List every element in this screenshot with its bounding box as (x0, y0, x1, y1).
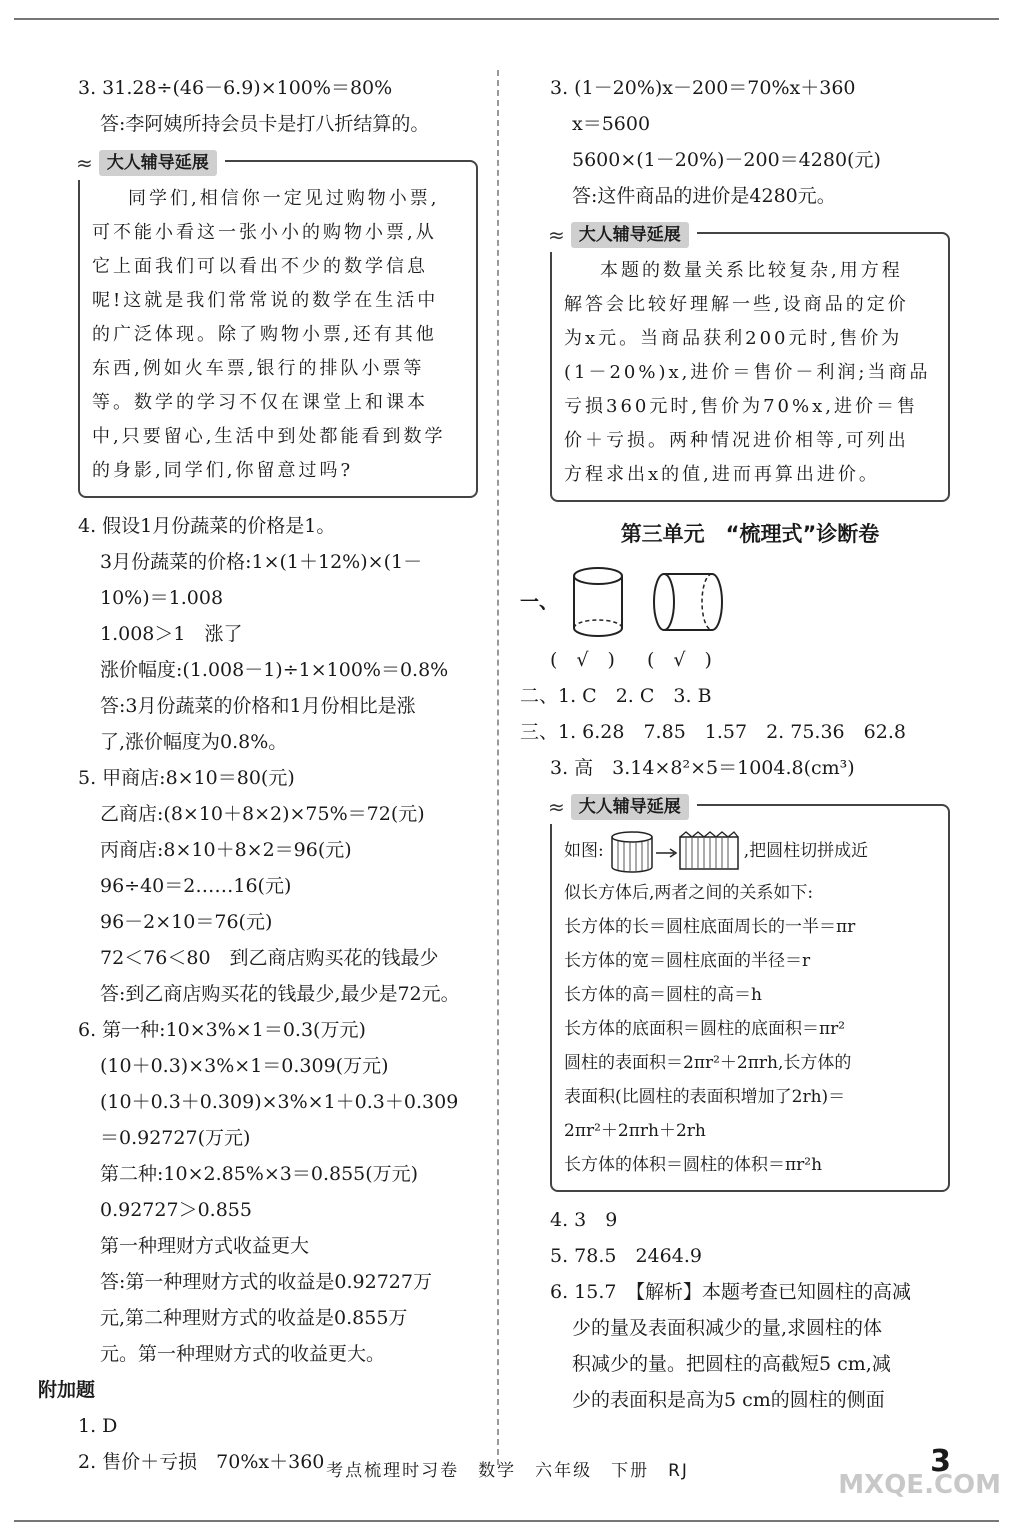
box-line: 的身影,同学们,你留意过吗? (92, 460, 354, 481)
check-answer: ( √ ) (550, 649, 615, 671)
answer-line: 答:到乙商店购买花的钱最少,最少是72元。 (100, 983, 460, 1005)
answer-line: 96－2×10＝76(元) (100, 911, 273, 933)
box-line: 似长方体后,两者之间的关系如下: (564, 883, 814, 903)
box-line: 可不能小看这一张小小的购物小票,从 (92, 222, 437, 243)
answer-line: 5. 甲商店:8×10＝80(元) (78, 767, 295, 789)
answer-line: 涨价幅度:(1.008－1)÷1×100%＝0.8% (100, 659, 449, 681)
tutor-box (76, 151, 478, 498)
tutor-box-title: 大人辅导延展 (571, 794, 689, 820)
box-line: 亏损360元时,售价为70%x,进价＝售 (564, 396, 918, 417)
answer-line: (10＋0.3＋0.309)×3%×1＋0.3＋0.309 (100, 1091, 459, 1113)
box-line: 等。数学的学习不仅在课堂上和课本 (92, 392, 428, 413)
answer-line: 答:第一种理财方式的收益是0.92727万 (100, 1271, 432, 1293)
upright-cylinder-icon (568, 564, 628, 640)
answer-line: 答:这件商品的进价是4280元。 (572, 185, 836, 207)
lying-cylinder-icon (650, 564, 730, 640)
box-line: 呢!这就是我们常常说的数学在生活中 (92, 290, 439, 311)
box-line: 2πr²＋2πrh＋2rh (564, 1121, 706, 1141)
box-line: 长方体的体积＝圆柱的体积＝πr²h (564, 1155, 823, 1175)
page-number: 3 (930, 1444, 951, 1479)
wave-icon: ≈ (548, 795, 565, 819)
box-line: 方程求出x的值,进而再算出进价。 (564, 464, 880, 485)
page-footer: 考点梳理时习卷 数学 六年级 下册 RJ (326, 1461, 689, 1481)
answer-line: 5600×(1－20%)－200＝4280(元) (572, 149, 881, 171)
answer-line: 6. 第一种:10×3%×1＝0.3(万元) (78, 1019, 366, 1041)
answer-line: 4. 3 9 (550, 1209, 618, 1231)
answer-line: 答:李阿姨所持会员卡是打八折结算的。 (100, 113, 430, 135)
answer-line: 72＜76＜80 到乙商店购买花的钱最少 (100, 947, 439, 969)
box-line: ,把圆柱切拼成近 (743, 841, 869, 861)
answer-line: 4. 假设1月份蔬菜的价格是1。 (78, 515, 336, 537)
box-line: 中,只要留心,生活中到处都能看到数学 (92, 426, 446, 447)
answer-line: 3. (1－20%)x－200＝70%x＋360 (550, 77, 856, 99)
answer-line: 丙商店:8×10＋8×2＝96(元) (100, 839, 352, 861)
box-line: (1－20%)x,进价＝售价－利润;当商品 (564, 362, 931, 383)
answer-line: 3月份蔬菜的价格:1×(1＋12%)×(1－ (100, 551, 423, 573)
right-column (520, 70, 950, 1418)
box-line: 解答会比较好理解一些,设商品的定价 (564, 294, 909, 315)
answer-line: 0.92727＞0.855 (100, 1199, 252, 1221)
box-line: 价＋亏损。两种情况进价相等,可列出 (564, 430, 909, 451)
cylinder-to-cuboid-diagram (604, 829, 744, 873)
box-line: 表面积(比圆柱的表面积增加了2rh)＝ (564, 1087, 846, 1107)
wave-icon: ≈ (548, 223, 565, 247)
answer-line: 3. 31.28÷(46－6.9)×100%＝80% (78, 77, 393, 99)
answer-line: 了,涨价幅度为0.8%。 (100, 731, 288, 753)
answer-line: 6. 15.7 【解析】本题考查已知圆柱的高减 (550, 1281, 911, 1303)
answer-line: 3. 高 3.14×8²×5＝1004.8(cm³) (550, 757, 855, 779)
answer-line: (10＋0.3)×3%×1＝0.309(万元) (100, 1055, 389, 1077)
box-line: 它上面我们可以看出不少的数学信息 (92, 256, 428, 277)
answer-line: x＝5600 (572, 113, 651, 135)
wave-icon: ≈ (76, 151, 93, 175)
answer-line: 积减少的量。把圆柱的高截短5 cm,减 (572, 1353, 891, 1375)
box-line: 东西,例如火车票,银行的排队小票等 (92, 358, 425, 379)
box-line: 如图: (564, 841, 604, 861)
answer-line: 元。第一种理财方式的收益更大。 (100, 1343, 386, 1365)
answer-line: 少的量及表面积减少的量,求圆柱的体 (572, 1317, 883, 1339)
answer-line: 答:3月份蔬菜的价格和1月份相比是涨 (100, 695, 416, 717)
tutor-box (548, 223, 950, 502)
answer-line: 元,第二种理财方式的收益是0.855万 (100, 1307, 408, 1329)
left-column (38, 70, 478, 1480)
answer-line: 2. 售价＋亏损 70%x＋360 (78, 1451, 325, 1473)
box-line: 的广泛体现。除了购物小票,还有其他 (92, 324, 437, 345)
check-answer: ( √ ) (646, 649, 712, 671)
answer-line: 少的表面积是高为5 cm的圆柱的侧面 (572, 1389, 885, 1411)
answer-line: 1.008＞1 涨了 (100, 623, 243, 645)
tutor-box-header (72, 146, 225, 180)
box-line: 圆柱的表面积＝2πr²＋2πrh,长方体的 (564, 1053, 852, 1073)
box-line: 同学们,相信你一定见过购物小票, (128, 188, 440, 209)
watermark: MXQE.COM (838, 1470, 1001, 1500)
box-line: 长方体的高＝圆柱的高＝h (564, 985, 762, 1005)
tutor-box-header (544, 218, 697, 252)
section-title: 第三单元 “梳理式”诊断卷 (620, 522, 880, 546)
box-line: 本题的数量关系比较复杂,用方程 (600, 260, 903, 281)
answer-line: 第一种理财方式收益更大 (100, 1235, 310, 1257)
box-line: 长方体的长＝圆柱底面周长的一半＝πr (564, 917, 856, 937)
shapes-row (520, 562, 950, 642)
answer-line: ＝0.92727(万元) (100, 1127, 251, 1149)
tutor-box-header (544, 790, 697, 824)
tutor-box-title: 大人辅导延展 (571, 222, 689, 248)
answer-line: 1. D (78, 1415, 118, 1437)
diagram-line (564, 826, 936, 876)
box-line: 长方体的宽＝圆柱底面的半径＝r (564, 951, 811, 971)
check-row (550, 642, 950, 678)
tutor-box-title: 大人辅导延展 (99, 150, 217, 176)
extra-section-title: 附加题 (38, 1379, 96, 1401)
column-divider (497, 70, 499, 1465)
part-label: 一、 (520, 591, 559, 613)
tutor-box (548, 795, 950, 1192)
box-line: 为x元。当商品获利200元时,售价为 (564, 328, 903, 349)
answer-line: 三、1. 6.28 7.85 1.57 2. 75.36 62.8 (520, 721, 906, 743)
answer-line: 第二种:10×2.85%×3＝0.855(万元) (100, 1163, 419, 1185)
answer-line: 5. 78.5 2464.9 (550, 1245, 702, 1267)
answer-line: 二、1. C 2. C 3. B (520, 685, 712, 707)
answer-line: 乙商店:(8×10＋8×2)×75%＝72(元) (100, 803, 425, 825)
answer-line: 10%)＝1.008 (100, 587, 224, 609)
answer-line: 96÷40＝2……16(元) (100, 875, 292, 897)
box-line: 长方体的底面积＝圆柱的底面积＝πr² (564, 1019, 846, 1039)
